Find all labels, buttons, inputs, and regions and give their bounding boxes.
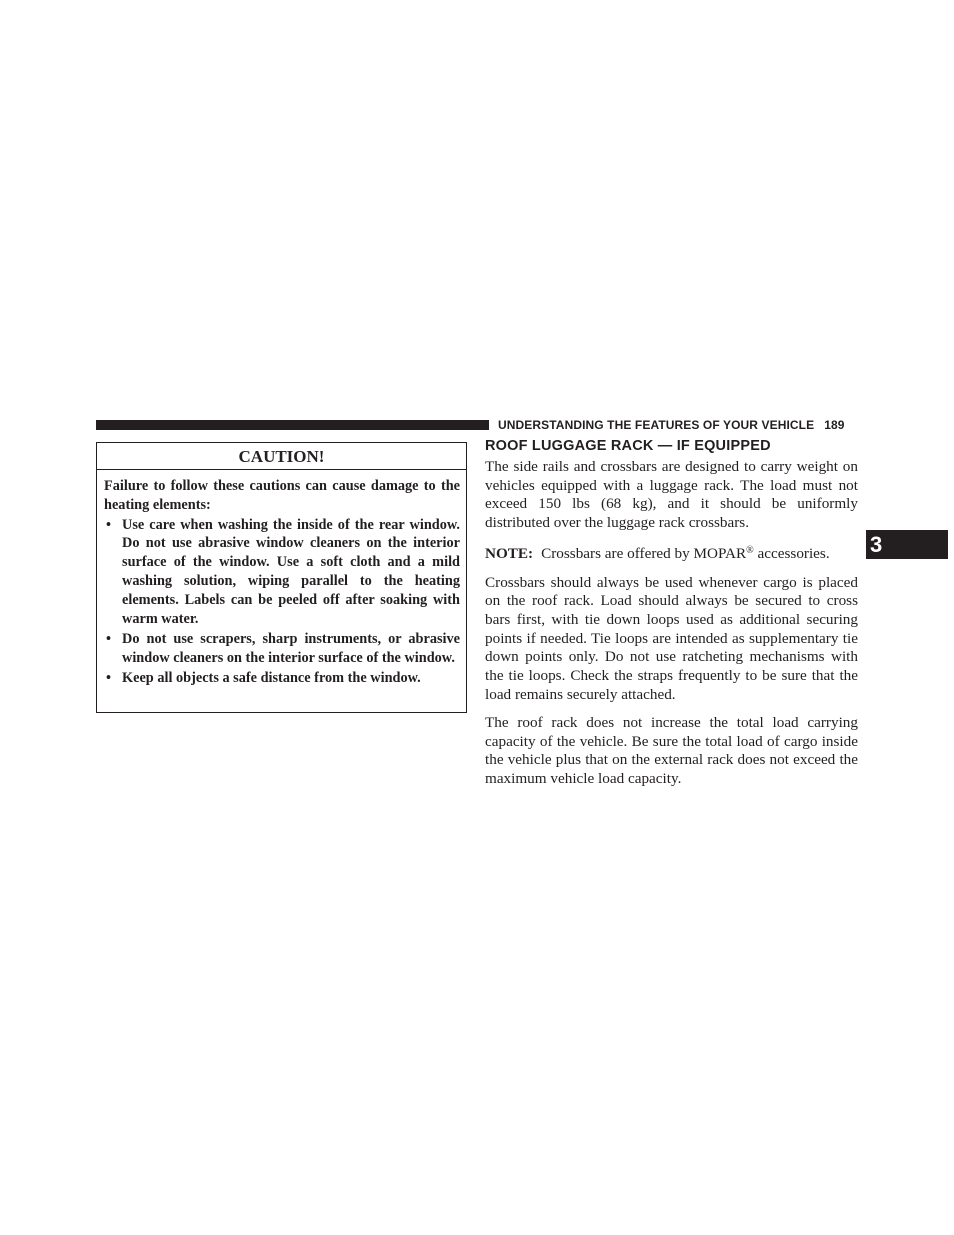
note-text: Crossbars are offered by MOPAR [541, 545, 747, 563]
header-section-title: UNDERSTANDING THE FEATURES OF YOUR VEHICLE [498, 418, 815, 432]
caution-item: • Use care when washing the inside of the rear window. Do not use abrasive window cleaners on the interior surface of the window. Use a soft cloth and a mild washing solution, wiping parallel to the heating elements. Labels can be peeled off after soaking with warm water. [106, 516, 460, 627]
caution-list [104, 516, 460, 688]
paragraph: Crossbars should always be used whenever cargo is placed on the roof rack. Load should always be secured to cross bars first, with tie down loops used as additional securing points if needed. Tie loops are intended as supplementary tie down points only. Do not use ratcheting mechanisms with the tie loops. Check the straps frequently to be sure that the load remains securely attached. [485, 573, 858, 703]
caution-box [96, 442, 467, 713]
registered-mark: ® [746, 545, 754, 557]
header-rule [96, 420, 489, 430]
roof-rack-body [485, 458, 858, 798]
caution-item: • Do not use scrapers, sharp instruments, or abrasive window cleaners on the interior surface of the window. [106, 630, 460, 666]
bullet-icon: • [106, 669, 112, 686]
bullet-icon: • [106, 630, 112, 647]
paragraph: The roof rack does not increase the total load carrying capacity of the vehicle. Be sure the total load of cargo inside the vehicle plus that on the external rack does not exceed the maximum vehicle load capacity. [485, 713, 858, 788]
caution-intro: Failure to follow these cautions can cause damage to the heating elements: [104, 478, 460, 513]
note [485, 542, 858, 564]
page-number: 189 [824, 418, 845, 432]
caution-body [97, 470, 466, 688]
caution-item: • Keep all objects a safe distance from the window. [106, 669, 421, 686]
caution-title: CAUTION! [97, 443, 466, 470]
bullet-icon: • [106, 516, 112, 533]
chapter-tab: 3 [866, 530, 948, 559]
paragraph: The side rails and crossbars are designed to carry weight on vehicles equipped with a luggage rack. The load must not exceed 150 lbs (68 kg), and it should be uniformly distributed over the luggage rack crossbars. [485, 458, 858, 532]
running-header [498, 418, 858, 432]
note-label: NOTE: [485, 545, 534, 563]
note-text-end: accessories. [753, 545, 830, 563]
section-heading: ROOF LUGGAGE RACK — IF EQUIPPED [485, 438, 771, 454]
